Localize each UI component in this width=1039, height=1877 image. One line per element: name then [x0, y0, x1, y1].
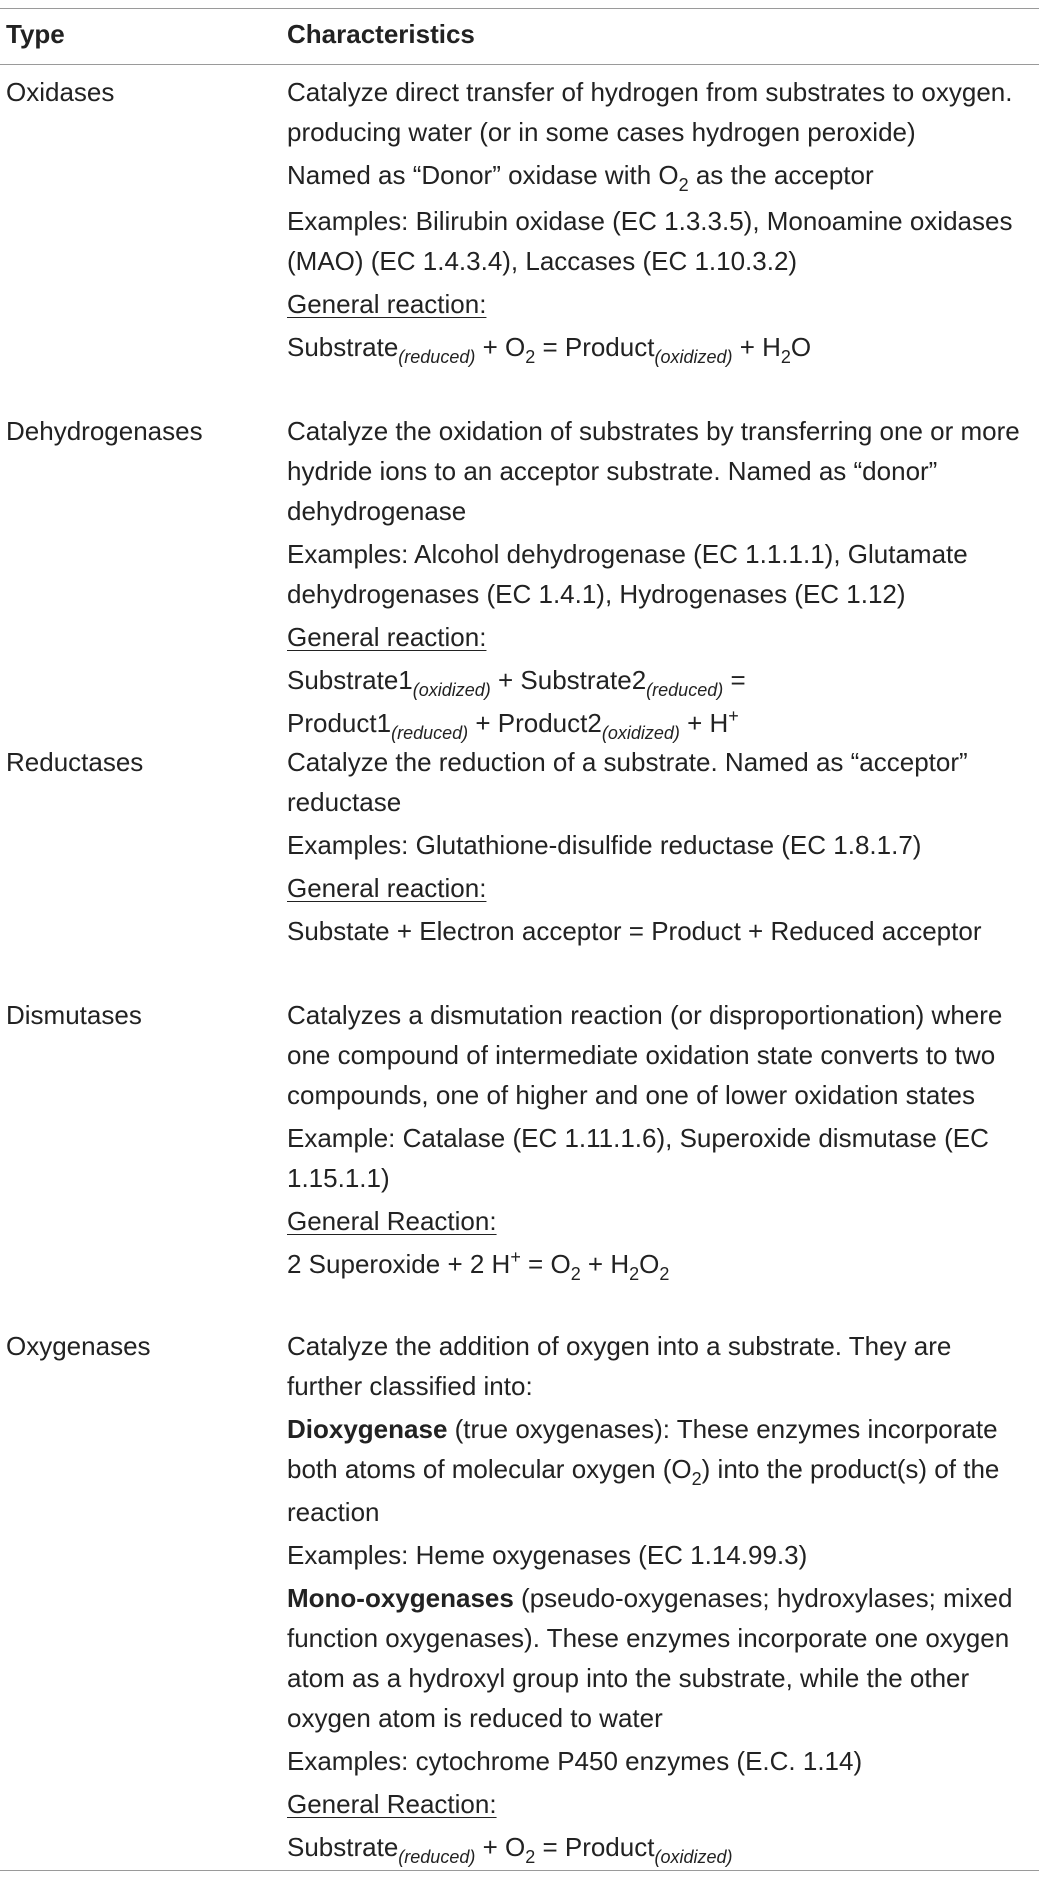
- characteristics-cell: [287, 1326, 1032, 1873]
- reaction-label: General Reaction:: [287, 1789, 497, 1819]
- reaction-label: General Reaction:: [287, 1206, 497, 1236]
- type-cell: Oxygenases: [6, 1331, 151, 1361]
- monooxygenase-description: Mono-oxygenases (pseudo-oxygenases; hydroxylases; mixed function oxygenases). These enzymes incorporate one oxygen atom as a hydroxyl group into the substrate, while the other oxygen atom is reduced to water: [287, 1583, 1013, 1733]
- naming: Named as “Donor” oxidase with $O_2$ as the acceptor: [287, 160, 874, 195]
- characteristics-cell: [287, 742, 1032, 954]
- characteristics-cell: [287, 72, 1032, 373]
- monooxygenase-examples: Examples: cytochrome P450 enzymes (E.C. 1.14): [287, 1746, 863, 1776]
- dioxygenase-description: Dioxygenase (true oxygenases): These enzymes incorporate both atoms of molecular oxygen $(O_2)$ into the product(s) of the reaction: [287, 1414, 1000, 1527]
- examples: Examples: Glutathione-disulfide reductase (EC 1.8.1.7): [287, 830, 922, 860]
- type-cell: Reductases: [6, 747, 144, 777]
- table-top-rule: [0, 8, 1039, 9]
- characteristics-cell: [287, 411, 1032, 749]
- description: Catalyze direct transfer of hydrogen from substrates to oxygen. producing water (or in some cases hydrogen peroxide): [287, 77, 1013, 147]
- description: Catalyze the oxidation of substrates by transferring one or more hydride ions to an acceptor substrate. Named as “donor” dehydrogenase: [287, 416, 1020, 526]
- reaction-equation: Substrate$_{(reduced)}$ + $O_2$ = Product$_{(oxidized)}$: [287, 1832, 733, 1867]
- header-type: Type: [6, 19, 65, 49]
- description: Catalyze the addition of oxygen into a substrate. They are further classified into:: [287, 1331, 952, 1401]
- type-cell: Oxidases: [6, 77, 115, 107]
- examples: Examples: Alcohol dehydrogenase (EC 1.1.1.1), Glutamate dehydrogenases (EC 1.4.1), Hydrogenases (EC 1.12): [287, 539, 968, 609]
- type-cell: Dismutases: [6, 1000, 142, 1030]
- reaction-equation: $Substrate1_{(oxidized)}$ + $Substrate2_{(reduced)}$ = $Product1_{(reduced)}$ + $Product2_{(oxidized)} + H^+$: [287, 665, 746, 743]
- dioxygenase-examples: Examples: Heme oxygenases (EC 1.14.99.3): [287, 1540, 808, 1570]
- examples: Examples: Bilirubin oxidase (EC 1.3.3.5), Monoamine oxidases (MAO) (EC 1.4.3.4), Laccases (EC 1.10.3.2): [287, 206, 1013, 276]
- reaction-label: General reaction:: [287, 289, 487, 319]
- table-bottom-rule: [0, 1870, 1039, 1871]
- reaction-label: General reaction:: [287, 873, 487, 903]
- reaction-equation: 2 Superoxide + 2 $H^+ = O_2 + H_2O_2$: [287, 1247, 670, 1284]
- header-characteristics: Characteristics: [287, 19, 475, 49]
- reaction-equation: Substrate$_{(reduced)}$ + $O_2$ = Product$_{(oxidized)}$ + $H_2O$: [287, 332, 812, 367]
- characteristics-cell: [287, 995, 1032, 1290]
- description: Catalyzes a dismutation reaction (or disproportionation) where one compound of intermediate oxidation state converts to two compounds, one of higher and one of lower oxidation states: [287, 1000, 1003, 1110]
- type-cell: Dehydrogenases: [6, 416, 203, 446]
- description: Catalyze the reduction of a substrate. Named as “acceptor” reductase: [287, 747, 968, 817]
- reaction-label: General reaction:: [287, 622, 487, 652]
- examples: Example: Catalase (EC 1.11.1.6), Superoxide dismutase (EC 1.15.1.1): [287, 1123, 989, 1193]
- reaction-equation: Substate + Electron acceptor = Product + Reduced acceptor: [287, 916, 982, 946]
- header-rule: [0, 64, 1039, 65]
